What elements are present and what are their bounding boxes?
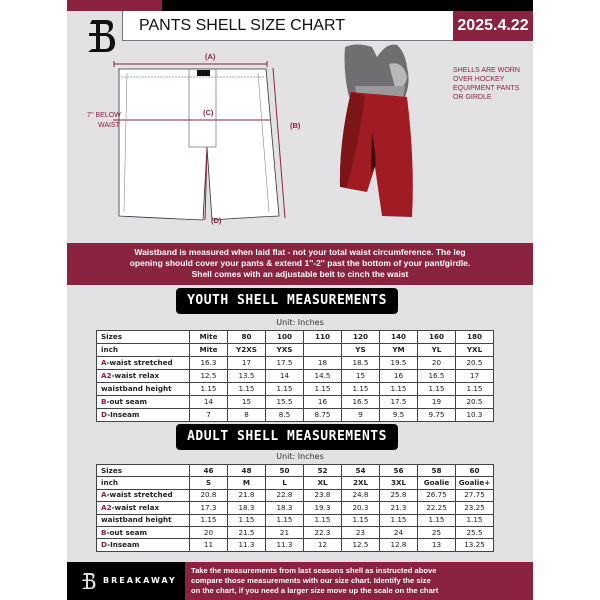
table-cell: 2XL — [342, 477, 380, 489]
table-cell: 11.3 — [228, 539, 266, 551]
table-cell: 17.5 — [266, 357, 304, 370]
table-cell: 16.3 — [190, 357, 228, 370]
table-cell: 14 — [190, 396, 228, 409]
table-cell: YL — [418, 344, 456, 357]
row-label-text: inch — [101, 345, 118, 354]
table-cell: 1.15 — [304, 383, 342, 396]
table-cell: 9.75 — [418, 409, 456, 422]
table-cell: 46 — [190, 465, 228, 477]
table-cell: 18.5 — [342, 357, 380, 370]
table-cell: 18.3 — [228, 502, 266, 514]
table-cell: 16 — [380, 370, 418, 383]
footer-line: on the chart, if you need a larger size move up the scale on the chart — [191, 586, 439, 595]
measure-letter: B — [101, 397, 107, 406]
table-cell: 58 — [418, 465, 456, 477]
table-cell: 15 — [228, 396, 266, 409]
table-cell: 120 — [342, 331, 380, 344]
table-cell: 1.15 — [190, 514, 228, 526]
table-cell: M — [228, 477, 266, 489]
label-c: (C) — [203, 108, 214, 117]
table-cell: 24 — [380, 526, 418, 538]
footer-line: compare those measurements with our size chart. Identify the size — [191, 576, 431, 585]
table-cell: 8.5 — [266, 409, 304, 422]
table-cell: Goalie — [418, 477, 456, 489]
table-cell: 23.25 — [456, 502, 494, 514]
table-cell: 1.15 — [342, 383, 380, 396]
table-cell: 180 — [456, 331, 494, 344]
table-cell: 3XL — [380, 477, 418, 489]
table-cell: 14 — [266, 370, 304, 383]
table-cell: 1.15 — [418, 383, 456, 396]
table-cell: 1.15 — [418, 514, 456, 526]
table-cell — [304, 344, 342, 357]
table-cell: 12.5 — [190, 370, 228, 383]
note-line: Waistband is measured when laid flat - not your total waist circumference. The leg — [134, 247, 466, 257]
table-cell: 1.15 — [342, 514, 380, 526]
table-cell: 16 — [304, 396, 342, 409]
measure-letter: A — [101, 358, 107, 367]
top-black-bar — [162, 0, 533, 11]
table-cell: 1.15 — [456, 514, 494, 526]
table-row — [97, 539, 494, 551]
table-cell: 16.5 — [342, 396, 380, 409]
table-cell: 12.8 — [380, 539, 418, 551]
table-cell: YXS — [266, 344, 304, 357]
table-cell: 13.25 — [456, 539, 494, 551]
table-cell: 80 — [228, 331, 266, 344]
table-cell: XL — [304, 477, 342, 489]
table-cell: 24.8 — [342, 489, 380, 501]
below-waist-label-line2: WAIST — [98, 122, 120, 129]
table-cell: 8.75 — [304, 409, 342, 422]
table-cell: 17.3 — [190, 502, 228, 514]
side-note-line: SHELLS ARE WORN — [453, 67, 520, 74]
table-cell: 21.5 — [228, 526, 266, 538]
table-cell: YS — [342, 344, 380, 357]
waistband-note — [67, 243, 533, 285]
table-row — [97, 396, 494, 409]
table-cell: 13 — [418, 539, 456, 551]
table-cell: 16.5 — [418, 370, 456, 383]
row-label-text: -waist stretched — [106, 490, 173, 500]
row-label — [97, 489, 190, 501]
label-a: (A) — [205, 52, 216, 61]
table-cell: Mite — [190, 344, 228, 357]
table-row — [97, 489, 494, 501]
table-row — [97, 477, 494, 489]
table-cell: 25 — [418, 526, 456, 538]
row-label-text: -Inseam — [107, 410, 140, 419]
row-label-text: Sizes — [101, 332, 122, 341]
footer-logo — [79, 571, 97, 591]
table-row — [97, 331, 494, 344]
table-cell: 1.15 — [266, 383, 304, 396]
table-cell: 21.8 — [228, 489, 266, 501]
row-label-text: inch — [101, 478, 118, 488]
below-waist-label-line1: 7'' BELOW — [87, 112, 121, 119]
side-note-line: EQUIPMENT PANTS — [453, 85, 520, 92]
brand-name: BREAKAWAY — [103, 576, 177, 585]
page-title: PANTS SHELL SIZE CHART — [139, 17, 345, 34]
table-cell: 20.8 — [190, 489, 228, 501]
row-label — [97, 357, 190, 370]
table-cell: 110 — [304, 331, 342, 344]
table-cell: 160 — [418, 331, 456, 344]
table-cell: YM — [380, 344, 418, 357]
table-cell: 15 — [342, 370, 380, 383]
table-cell: 11 — [190, 539, 228, 551]
table-cell: 11.3 — [266, 539, 304, 551]
table-cell: 56 — [380, 465, 418, 477]
table-cell: 22.25 — [418, 502, 456, 514]
table-cell: YXL — [456, 344, 494, 357]
row-label-text: -waist relax — [111, 502, 160, 512]
row-label-text: -waist stretched — [106, 358, 173, 367]
table-cell: S — [190, 477, 228, 489]
table-cell: 20.5 — [456, 357, 494, 370]
table-cell: 22.8 — [266, 489, 304, 501]
adult-size-table — [96, 464, 494, 552]
table-cell: 18.3 — [266, 502, 304, 514]
row-label-text: waistband height — [101, 515, 172, 525]
row-label — [97, 514, 190, 526]
table-cell: 9.5 — [380, 409, 418, 422]
table-cell: 18 — [304, 357, 342, 370]
table-cell: Y2XS — [228, 344, 266, 357]
table-row — [97, 383, 494, 396]
note-line: Shell comes with an adjustable belt to cinch the waist — [191, 269, 409, 279]
table-cell: 25.8 — [380, 489, 418, 501]
table-cell: 19.5 — [380, 357, 418, 370]
row-label — [97, 477, 190, 489]
table-row — [97, 370, 494, 383]
row-label-text: -waist relax — [111, 371, 160, 380]
table-cell: 9 — [342, 409, 380, 422]
table-cell: L — [266, 477, 304, 489]
title-box — [122, 11, 453, 41]
table-cell: 100 — [266, 331, 304, 344]
table-row — [97, 465, 494, 477]
side-note-line: OVER HOCKEY — [453, 76, 505, 83]
row-label — [97, 465, 190, 477]
adult-unit-label: Unit: Inches — [276, 452, 324, 461]
table-cell: 17.5 — [380, 396, 418, 409]
table-cell: 10.3 — [456, 409, 494, 422]
youth-size-table — [96, 330, 494, 422]
row-label-text: waistband height — [101, 384, 172, 393]
table-cell: 20.3 — [342, 502, 380, 514]
row-label — [97, 526, 190, 538]
row-label-text: Sizes — [101, 465, 122, 475]
table-cell: 17 — [456, 370, 494, 383]
table-row — [97, 344, 494, 357]
table-cell: 7 — [190, 409, 228, 422]
pants-diagram — [67, 40, 533, 242]
table-cell: 25.5 — [456, 526, 494, 538]
table-cell: 23.8 — [304, 489, 342, 501]
row-label — [97, 344, 190, 357]
measure-letter: B — [101, 527, 107, 537]
table-cell: Goalie+ — [456, 477, 494, 489]
table-cell: 1.15 — [380, 383, 418, 396]
table-cell: 48 — [228, 465, 266, 477]
top-accent-bar — [67, 0, 162, 11]
table-cell: 22.3 — [304, 526, 342, 538]
side-note-line: OR GIRDLE — [453, 94, 492, 101]
table-cell: 54 — [342, 465, 380, 477]
table-cell: 1.15 — [380, 514, 418, 526]
row-label — [97, 370, 190, 383]
row-label-text: -out seam — [106, 527, 147, 537]
row-label — [97, 331, 190, 344]
table-cell: 19 — [418, 396, 456, 409]
measure-letter: A — [101, 490, 107, 500]
table-cell: 20 — [418, 357, 456, 370]
measure-letter: A2 — [101, 502, 112, 512]
table-cell: 1.15 — [456, 383, 494, 396]
measure-letter: D — [101, 540, 108, 550]
row-label — [97, 396, 190, 409]
label-d: (D) — [211, 216, 222, 225]
date-badge: 2025.4.22 — [453, 11, 533, 41]
table-cell: 26.75 — [418, 489, 456, 501]
table-cell: 50 — [266, 465, 304, 477]
table-cell: 14.5 — [304, 370, 342, 383]
table-cell: 1.15 — [228, 514, 266, 526]
table-cell: 13.5 — [228, 370, 266, 383]
row-label — [97, 383, 190, 396]
table-cell: 20 — [190, 526, 228, 538]
table-cell: 20.5 — [456, 396, 494, 409]
table-row — [97, 526, 494, 538]
table-cell: 140 — [380, 331, 418, 344]
table-cell: 19.3 — [304, 502, 342, 514]
table-row — [97, 409, 494, 422]
table-cell: 1.15 — [228, 383, 266, 396]
row-label — [97, 409, 190, 422]
label-b: (B) — [290, 121, 301, 130]
note-line: opening should cover your pants & extend 1''-2'' past the bottom of your pant/girdle. — [129, 258, 471, 268]
table-cell: 21 — [266, 526, 304, 538]
youth-unit-label: Unit: Inches — [276, 318, 324, 327]
adult-section-title: ADULT SHELL MEASUREMENTS — [176, 424, 398, 450]
footer-brand-area — [67, 562, 185, 600]
table-cell: 8 — [228, 409, 266, 422]
table-cell: 17 — [228, 357, 266, 370]
table-cell: 1.15 — [304, 514, 342, 526]
youth-section-title: YOUTH SHELL MEASUREMENTS — [176, 288, 398, 314]
table-row — [97, 514, 494, 526]
table-cell: 12.5 — [342, 539, 380, 551]
table-cell: 21.3 — [380, 502, 418, 514]
row-label-text: -out seam — [106, 397, 147, 406]
row-label — [97, 502, 190, 514]
table-cell: 15.5 — [266, 396, 304, 409]
table-row — [97, 357, 494, 370]
footer-instructions — [185, 562, 533, 600]
row-label-text: -Inseam — [107, 540, 140, 550]
table-cell: 23 — [342, 526, 380, 538]
measure-letter: D — [101, 410, 108, 419]
footer-line: Take the measurements from last seasons shell as instructed above — [191, 566, 437, 575]
table-cell: Mite — [190, 331, 228, 344]
table-cell: 60 — [456, 465, 494, 477]
measure-letter: A2 — [101, 371, 112, 380]
size-chart-page — [67, 0, 533, 600]
table-cell: 52 — [304, 465, 342, 477]
table-cell: 27.75 — [456, 489, 494, 501]
table-cell: 1.15 — [190, 383, 228, 396]
row-label — [97, 539, 190, 551]
table-row — [97, 502, 494, 514]
table-cell: 12 — [304, 539, 342, 551]
table-cell: 1.15 — [266, 514, 304, 526]
